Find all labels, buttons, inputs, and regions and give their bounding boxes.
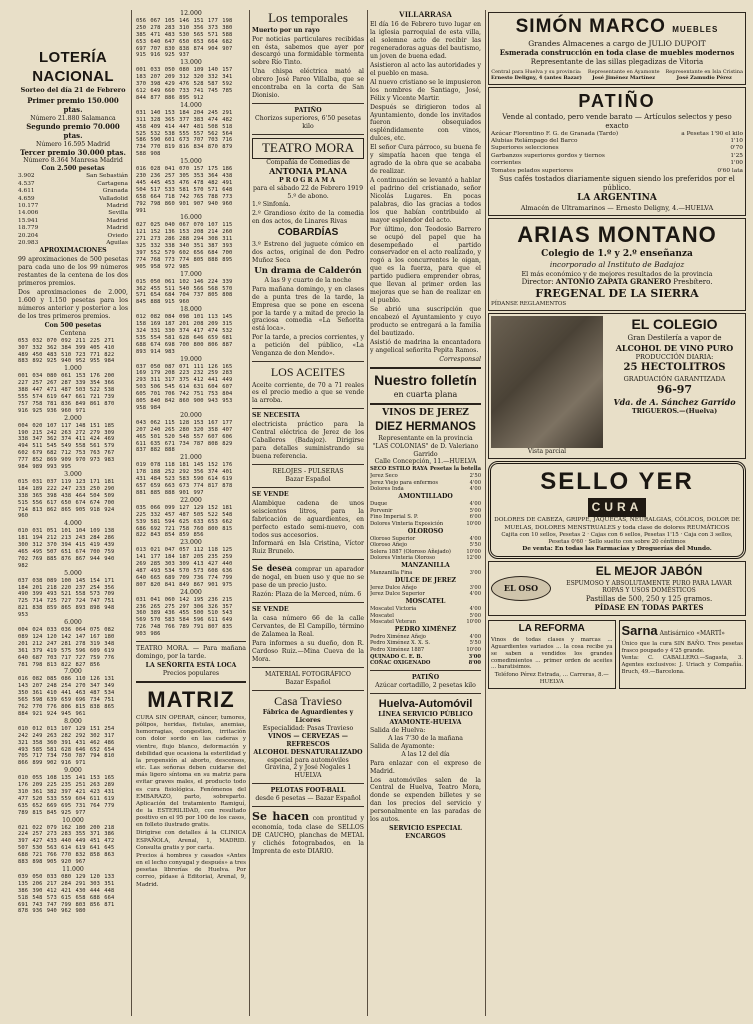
- travieso-motores: especial para automóviles: [267, 756, 349, 764]
- thousand-heading: 6.000: [64, 619, 82, 627]
- number-block: 001 034 080 061 153 176 200 227 257 267 287 339 354 366 388 447 471 487 503 522 538 555 574 619 647 661 721 739 757 758 781 836 849 861 870 916 925 936 960 971: [18, 373, 115, 414]
- vende-text: Alambique cadena de unos seiscientos litros, para la fabricación de aguardientes, en perfecto estado semi-nuevo, con todos sus accesorios.: [252, 499, 364, 539]
- thousand-heading: 11.000: [62, 865, 84, 873]
- el-colegio-ad: [488, 313, 746, 459]
- reforma-addr: Teléfono Pérez Estrada, ... Carreras, 8.—HUELVA: [494, 672, 609, 686]
- necesita-heading: SE NECESITA: [252, 412, 300, 420]
- list-item: 10.177 Madrid: [18, 202, 128, 209]
- patino-sub: Vende al contado, pero vende barato — Artículos selectos y peso exacto: [502, 112, 732, 130]
- matriz-text-3: Precios á hombres y casados «Antes en el lecho conyugal y después» a tres pesetas librerías de Huelva. Por correo, pídase á Editorial, Arenal, 9, Madrid.: [136, 852, 246, 888]
- travieso-city: HUELVA: [294, 772, 322, 780]
- list-item: 3.902 San Sebastián: [18, 173, 128, 180]
- thousand-heading: 24.000: [180, 588, 202, 596]
- reforma-text: Vinos de todas clases y marcas ... Aguardientes variados ... la cosa recibe ya se saben a vendidos los grandes comedimientos ... primer orden de aceites ... baratisimos.: [491, 636, 613, 671]
- patino-line: Chorizos superiores, 6'50 pesetas kilo: [255, 115, 361, 130]
- wine-row: Dolores Inda 4'00: [370, 486, 481, 493]
- jabon-sub: ESPUMOSO Y ABSOLUTAMENTE PURO PARA LAVAR ROPAS Y USOS DOMÉSTICOS: [566, 579, 732, 595]
- column-lottery: [18, 10, 128, 1016]
- number-block: 019 078 118 181 145 152 176 178 188 252 292 356 374 401 431 484 523 583 590 614 619 657 659 663 673 774 817 878 881 885 888 901 997: [136, 462, 233, 496]
- number-block: 010 012 013 107 129 151 254 242 249 263 282 292 302 317 321 358 360 391 431 462 486 493 585 581 628 646 652 654 705 717 734 750 787 794 810 866 899 902 916 971: [18, 725, 115, 767]
- material-heading: MATERIAL FOTOGRÁFICO: [265, 670, 351, 678]
- simon-rep1-name: José Jiménez Martínez: [592, 75, 656, 82]
- villarrasa-text: Se abrió una suscripción que encabezó el Ayuntamiento y cuyo producto se entregará a la familia del bautizado.: [370, 306, 481, 337]
- jabon-pida: PÍDASE EN TODAS PARTES: [594, 603, 704, 613]
- hacen-text: con prontitud y economía, toda clase de SELLOS DE CAUCHO, planchas de METAL y clichés fotograbados, en la Imprenta de este DIARIO.: [252, 815, 364, 856]
- column-rule: [249, 10, 250, 1016]
- arias-director: ANTONIO ZAPATA GRANERO: [555, 277, 672, 287]
- programa-item: 3.º Estreno del juguete cómico en dos actos, original de don Pedro Muñoz Seca: [252, 241, 364, 264]
- simon-rep1: Representante en Ayamonte: [587, 68, 660, 75]
- auto-text-2: Los automóviles salen de la Central de Huelva, Teatro Mora, donde se expenden billetes y se dan los precios del servicio y personalmente en las paradas de los autos.: [370, 776, 481, 824]
- sello-title: SELLO YER: [540, 468, 694, 496]
- programa-date: para el sábado 22 de Febrero 1919: [252, 184, 364, 192]
- representante: Representante en la provincia: [378, 434, 473, 442]
- vende-heading: SE VENDE: [252, 490, 289, 498]
- wine-row: Oloroso Superior 4'00: [370, 535, 481, 542]
- prizes-2500-list: [18, 173, 128, 247]
- programa-heading: PROGRAMA: [278, 176, 338, 184]
- vista-caption: Vista parcial: [527, 448, 567, 456]
- auto-salida-huelva: Salida de Huelva:: [370, 726, 426, 734]
- travieso-alcohol: ALCOHOL DESNATURALIZADO: [253, 748, 363, 756]
- prizes-500-heading: Con 500 pesetas: [44, 321, 102, 329]
- thousand-heading: 10.000: [62, 816, 84, 824]
- simon-central-name: Ernesto Deligny, 4 (antes Bazar): [491, 75, 582, 82]
- number-block: 037 050 087 071 111 126 165 169 179 208 223 232 259 283 293 311 317 375 412 441 449 503 506 545 614 631 604 607 605 701 706 742 751 753 804 805 840 842 860 900 943 953 958 984: [136, 363, 233, 411]
- auto-salida-ay: Salida de Ayamonte:: [370, 742, 435, 750]
- list-item: 14.006 Sevilla: [18, 210, 128, 217]
- number-block: 010 031 051 101 104 109 138 181 194 212 213 243 284 286 300 312 370 394 415 419 439 465 495 507 651 674 700 759 702 769 885 876 867 944 940 982: [18, 528, 115, 569]
- teatro-title: TEATRO MORA: [252, 138, 364, 159]
- sarna-marti: Antisárnico «MARTÍ»: [659, 629, 725, 637]
- pelotas-heading: PELOTAS FOOT-BALL: [270, 787, 346, 795]
- list-item: Superiores selecciones 0'70: [491, 145, 743, 152]
- arias-text: El más económico y de mejores resultados de la provincia: [521, 269, 713, 278]
- thousand-heading: 5.000: [64, 569, 82, 577]
- trigueros: TRIGUEROS.—(Huelva): [631, 407, 718, 416]
- temporales-subtitle: Muerto por un rayo: [252, 26, 320, 34]
- wine-section-heading: AMONTILLADO: [398, 493, 453, 500]
- wine-price-heading: Pesetas la botella: [430, 466, 481, 473]
- thousand-heading: 16.000: [180, 214, 202, 222]
- arias-incorp: incorporado al Instituto de Badajoz: [549, 260, 685, 270]
- colegio-hecto: 25 HECTOLITROS: [623, 361, 726, 373]
- thousand-heading: 22.000: [180, 496, 202, 504]
- reforma-title: LA REFORMA: [518, 622, 585, 634]
- wine-row: Moscatel Victoria 4'00: [370, 605, 481, 612]
- number-block: 043 062 115 128 153 167 177 207 240 265 280 320 358 407 465 501 520 548 557 607 606 611 635 671 734 787 808 829 837 882 888: [136, 419, 233, 454]
- wine-section-heading: MOSCATEL: [405, 597, 446, 605]
- relojes-heading: RELOJES - PULSERAS: [272, 467, 344, 475]
- list-item: 4.659 Valladolid: [18, 195, 128, 202]
- wine-row: Duque 4'00: [370, 500, 481, 507]
- travieso-sub: Fábrica de Aguardientes y Licores: [262, 708, 354, 724]
- simon-text: Esmerada construcción en toda clase de muebles modernos: [499, 47, 735, 57]
- travieso-vinos: VINOS — CERVEZAS — REFRESCOS: [268, 732, 348, 748]
- column-news: [252, 10, 364, 1016]
- matriz-title: MATRIZ: [147, 686, 235, 712]
- jabon-pastillas: Pastillas de 500, 250 y 125 gramos.: [585, 595, 713, 604]
- thousand-heading: 15.000: [180, 158, 202, 166]
- simon-central: Central para Huelva y su provincia:: [491, 68, 582, 75]
- lottery-subtitle: Sorteo del día 21 de Febrero: [20, 86, 126, 95]
- travieso-title: Casa Travieso: [274, 693, 342, 708]
- villarrasa-text: A continuación se levantó a hablar el padrino del cristianado, señor Nicolás Lugares. En pocas palabras, dio las gracias a todos los que habían contribuido al mayor esplendor del acto.: [370, 177, 481, 224]
- travieso-esp: Especialidad: Pasas Travieso: [262, 724, 354, 732]
- wine-row: Manzanilla Fina 3'00: [370, 570, 481, 577]
- list-item: Tomates pelados superiores 0'60 lata: [491, 167, 743, 174]
- lottery-title: LOTERÍA NACIONAL: [32, 49, 114, 86]
- simon-text-2: Representante de las sillas plegadizas de Vitoria: [530, 57, 704, 66]
- wine-row: Porvenir 5'00: [370, 507, 481, 514]
- colegio-alcohol: ALCOHOL DE VINO PURO: [615, 343, 734, 354]
- wine-row: Dolores Vinteria Exposición 10'00: [370, 520, 481, 527]
- oso-label: EL OSO: [503, 583, 539, 594]
- sello-yer-ad: [488, 461, 746, 559]
- auto-text: Para enlazar con el expreso de Madrid.: [370, 759, 481, 775]
- arias-director-label: Director:: [521, 278, 554, 287]
- arias-title: ARIAS MONTANO: [517, 221, 717, 247]
- argentina-title: LA ARGENTINA: [577, 192, 657, 203]
- list-item: 4.611 Granada: [18, 188, 128, 195]
- column-ads: [488, 10, 746, 1016]
- distillery-photo: [491, 316, 603, 448]
- villarrasa-text: El señor Cura párroco, su buena fe y simpatía hacen que tenga el agrado de la obra que se acababa de realizar.: [370, 144, 481, 176]
- number-block: 016 082 085 086 110 126 131 143 207 248 254 270 347 349 350 361 410 441 463 487 534 565 598 639 659 696 734 751 762 770 776 806 815 838 865 884 921 924 945 961: [18, 676, 115, 717]
- auto-sh-time: A las 7'30 de la mañana: [388, 734, 463, 742]
- thousand-heading: 1.000: [64, 365, 82, 373]
- list-item: 15.941 Madrid: [18, 217, 128, 224]
- number-block: 004 024 033 036 064 075 082 089 124 120 142 147 167 180 201 212 247 281 278 319 348 361 379 419 575 596 609 619 640 687 703 717 727 759 776 781 798 813 822 827 856: [18, 627, 115, 668]
- colegio-grad-val: 96-97: [656, 382, 693, 396]
- vinos-title: VINOS DE JEREZ: [382, 407, 469, 418]
- pelotas-sub: desde 6 pesetas — Bazar Español: [255, 795, 361, 803]
- wine-section-heading: OLOROSO: [407, 527, 444, 535]
- patino-title: PATIÑO: [578, 90, 656, 111]
- number-block: 035 066 099 127 129 152 181 225 332 457 487 505 522 548 539 581 594 625 633 653 662 686 692 721 758 760 800 815 822 843 854 859 856: [136, 504, 233, 539]
- arias-director-role: Presbítero.: [673, 278, 713, 287]
- number-block: 015 031 037 119 123 171 181 184 189 222 247 233 250 290 338 365 398 438 464 504 509 515 556 617 650 674 674 700 714 813 862 865 905 918 924 960: [18, 478, 115, 520]
- wine-row: Fino Imperial S. P. 6'00: [370, 514, 481, 521]
- wine-row: QUINADO C. E. B. 3'00: [370, 653, 481, 660]
- wine-section-heading: DULCE DE JEREZ: [394, 576, 457, 584]
- list-item: Alubias Relámpago del Barco 1'10: [491, 137, 743, 144]
- simon-rep2: Representante en Isla Cristina: [665, 68, 743, 75]
- wine-row: Jerez Dulce Superior 4'00: [370, 591, 481, 598]
- temporales-text-2: Una chispa eléctrica mató al obrero José Pareo Villalba, que se encontraba en la corta de San Dionisio.: [252, 68, 364, 100]
- thousand-heading: 17.000: [180, 270, 202, 278]
- desea-text: comprar un aparador de nogal, en buen uso y que no se pase de un precio justo.: [252, 566, 364, 590]
- bear-emblem-icon: [491, 576, 551, 601]
- desea-text-2: Razón: Plaza de la Merced, núm. 6: [252, 591, 362, 599]
- hora: A las 9 y cuarto de la noche: [264, 276, 352, 284]
- auto-sa-time: A las 12 del día: [401, 750, 450, 758]
- wine-section-heading: SECO ESTILO RAYA: [370, 466, 428, 473]
- la-reforma-ad: [488, 620, 616, 689]
- patino-foot: Sus cafés tostados diariamente siguen siendo los preferidos por el público.: [499, 174, 735, 192]
- simon-rep2-name: José Zamudio Pérez: [676, 75, 732, 82]
- thousand-heading: 12.000: [180, 10, 202, 17]
- prize-1: Primer premio 150.000 ptas.: [27, 95, 119, 114]
- number-block: 004 020 107 117 148 151 185 190 215 242 263 272 279 309 338 347 362 374 411 424 469 494 511 545 549 558 561 579 602 679 682 712 753 763 767 777 852 869 909 970 973 983 984 989 993 995: [18, 422, 115, 471]
- thousand-heading: 21.000: [180, 454, 202, 462]
- teatro-text: Para mañana domingo, y en clases de a punta tres de la tarde, la Empresa que se pone en escena por la tarde y a mitad de precio la graciosa comedia «La Señorita está loca».: [252, 285, 364, 333]
- number-block: 021 022 079 162 180 200 218 224 257 273 283 355 371 386 397 427 433 440 449 451 472 507 530 563 614 619 641 645 688 721 766 770 832 858 863 883 898 905 920 967: [18, 824, 115, 866]
- wine-row: Moscatel 5'00: [370, 612, 481, 619]
- column-lottery-continued: [136, 10, 246, 1016]
- thousand-heading: 4.000: [64, 520, 82, 528]
- list-item: 18.779 Madrid: [18, 225, 128, 232]
- villarrasa-text: Por último, don Teodosio Barrero se ocupó del papel que ha desempeñado el partido conservador en el acto realizado, y rogó a los concurrentes le oigan, que es la fuerza, para que el partido pudiera emprender obras, que llevan al primer orden las mejoras que se han de realizar en el pueblo.: [370, 225, 481, 305]
- teatro-compania: Compañía de Comedias de: [266, 158, 350, 166]
- prize-2: Segundo premio 70.000 ptas.: [26, 121, 120, 140]
- villarrasa-title: VILLARRASA: [399, 10, 452, 19]
- number-block: 010 055 108 135 141 153 165 176 209 225 235 251 263 289 310 361 382 397 421 423 431 477 520 533 559 604 611 619 635 652 669 695 731 764 779 789 815 845 925 977: [18, 775, 115, 816]
- approx-text-2: Dos aproximaciones de 2.000, 1.600 y 1.150 pesetas para los números anterior y posterior a los de los tres primeros premios.: [18, 289, 128, 320]
- diez-hermanos: DIEZ HERMANOS: [375, 419, 476, 434]
- number-block: 001 033 050 080 109 140 157 183 207 209 312 320 332 341 370 398 429 476 528 587 592 612 649 660 733 741 745 785 844 877 886 895 912: [136, 67, 233, 101]
- sarna-text: Único que la cura SIN BAÑO. Tres pesetas frasco poupado y 4'25 grande.: [621, 640, 743, 654]
- thousand-heading: 7.000: [64, 668, 82, 676]
- simon-marco-ad: [488, 12, 746, 85]
- auto-title: Huelva-Automóvil: [378, 697, 473, 710]
- sarna-ad: [619, 620, 747, 689]
- column-villarrasa: [370, 10, 481, 1016]
- teatro-antonia: ANTONIA PLANA: [269, 166, 347, 177]
- wine-row: Pedro Ximénez 1887 10'00: [370, 647, 481, 654]
- folletin-title: Nuestro folletín: [374, 371, 477, 388]
- number-block: 053 032 070 092 211 225 271 307 332 362 384 399 405 410 489 450 483 510 723 771 822 883 892 925 940 952 955 984: [18, 337, 115, 365]
- villarrasa-text: Asistió de madrina la encantadora y angelical señorita Pepita Ramos.: [370, 338, 481, 354]
- villarrasa-text: Asistieron al acto las autoridades y el pueblo en masa.: [370, 61, 481, 77]
- auto-line: LÍNEA SERVICIO PÚBLICO: [378, 711, 473, 719]
- travieso-addr: Gravina, 2 y José Nogales 1: [264, 764, 352, 772]
- desea-heading: Se desea: [252, 563, 293, 574]
- thousand-heading: 14.000: [180, 101, 202, 109]
- simon-muebles: MUEBLES: [672, 25, 719, 34]
- prizes-2500-heading: Con 2.500 pesetas: [41, 165, 105, 173]
- number-block: 031 041 060 142 195 236 215 236 265 275 297 306 326 357 360 389 436 455 500 510 543 569 570 583 584 596 611 649 726 748 766 789 791 807 835 903 986: [136, 596, 233, 638]
- number-block: 027 025 040 067 070 107 115 121 152 136 153 208 214 260 271 273 286 288 294 308 311 325 332 338 340 351 387 393 397 552 579 602 656 684 700 774 768 773 774 805 888 895 905 958 972 985: [136, 222, 233, 270]
- jabon-title: EL MEJOR JABÓN: [595, 564, 703, 579]
- vende-heading: SE VENDE: [252, 606, 289, 614]
- thousand-heading: 2.000: [64, 414, 82, 422]
- thousand-heading: 23.000: [180, 539, 202, 547]
- list-item: 20.204 Oviedo: [18, 232, 128, 239]
- number-block: 056 067 105 146 151 177 198 250 278 283 310 356 373 380 385 471 483 530 565 571 588 653 640 647 650 653 664 682 697 707 830 838 874 904 907 915 916 925 937: [136, 17, 233, 59]
- simon-title: SIMÓN MARCO: [515, 16, 666, 37]
- prize-3: Tercer premio 30.000 ptas.: [20, 147, 126, 157]
- auto-route: AYAMONTE-HUELVA: [389, 718, 462, 726]
- simon-sub: Grandes Almacenes a cargo de JULIO DUPOIT: [528, 39, 706, 49]
- arias-line: Colegio de 1.º y 2.º enseñanza: [541, 248, 693, 259]
- arias-pida: PÍDANSE REGLAMENTOS: [491, 301, 567, 308]
- programa-item: 1.º Sinfonía.: [252, 201, 291, 209]
- colegio-grad: GRADUACIÓN GARANTIZADA: [623, 374, 726, 383]
- arias-montano-ad: [488, 218, 746, 312]
- cura-text: DOLORES DE CABEZA, GRIPPE, JAQUECAS, NEURALGIAS, CÓLICOS, DOLOR DE MUELAS, DOLORES MENSTRUALES y toda clase de dolores REUMÁTICOS: [494, 517, 740, 531]
- wine-row: Solera 1887 (Oloroso Añejado) 10'00: [370, 548, 481, 555]
- argentina-line: Almacén de Ultramarinos — Ernesto Deligny, 4.—HUELVA: [520, 204, 714, 213]
- villarrasa-text: Al nuevo cristiano se le impusieron los nombres de Santiago, José, Félix y Vicente Martir.: [370, 78, 481, 102]
- temporales-text: Por noticias particulares recibidas en ésta, sabemos que ayer por descargó una formidable tormenta sobre Río Tinto.: [252, 35, 364, 67]
- number-block: 016 028 041 070 157 175 186 230 236 257 305 353 364 438 445 445 453 476 478 482 491 504 517 533 581 570 571 648 658 664 718 742 765 788 773 792 798 860 901 907 940 960 991: [136, 166, 233, 214]
- prize-2-detail: Número 16.595 Madrid: [35, 140, 111, 148]
- thousand-heading: 13.000: [180, 59, 202, 67]
- wine-row: COÑAC OXIGENADO 8'00: [370, 660, 481, 667]
- material-sub: Bazar Español: [285, 678, 331, 686]
- cura-foot: De venta: En todas las Farmacias y Droguerías del Mundo.: [522, 545, 712, 552]
- necesita-text: electricista práctico para la Central eléctrica de Jerez de los Caballeros (Badajoz). Dirigirse para detalles suministrando su buena referencia.: [252, 421, 364, 461]
- patino-heading: PATIÑO: [294, 107, 322, 115]
- wine-row: Jerez Seco 2'50: [370, 473, 481, 480]
- number-block: 015 050 061 102 146 224 339 362 455 511 540 566 568 570 571 654 684 704 737 805 808 845 888 915 960: [136, 278, 233, 306]
- colegio-sub: Gran Destilería a vapor de: [627, 334, 722, 343]
- number-block: 012 082 084 098 101 113 145 158 169 187 201 208 209 315 324 331 330 374 417 474 532 535 554 581 628 646 659 681 688 674 698 700 800 806 887 893 914 983: [136, 314, 233, 355]
- wine-row: Pedro Ximénez X. X. S. 5'50: [370, 640, 481, 647]
- corresponsal: Corresponsal: [439, 355, 481, 363]
- hacen-heading: Se hacen: [252, 810, 310, 824]
- teatro-text-2: Por la tarde, a precios corrientes, y a petición del público, «La Venganza de don Mendo».: [252, 334, 364, 358]
- auto-footer: SERVICIO ESPECIAL ENCARGOS: [389, 825, 462, 841]
- precios-populares: Precios populares: [162, 669, 220, 677]
- calderon-title: Un drama de Calderón: [254, 265, 362, 276]
- colegio-vda: Vda. de A. Sánchez Garrido: [613, 396, 736, 407]
- patino2-line: Azúcar cortadillo, 2 pesetas kilo: [375, 682, 476, 690]
- matriz-text: CURA SIN OPERAR, cáncer, tumores, pólipos, heridas, fistulas, anemias, hemorragias, congestion, irritación con dolor sordo en las caderas y vientre, flujo blanco, deformación y debilidad que ocasiona la esterilidad y la propensión al aborto, descensos, etc. Las señoras deben cuidarse del más ligero síntoma en su matriz para evitar graves males, el producto todo es cura fisiológica. Fenómenos del EMBARAZO, parto, sobreparto. Aplicación del tratamiento Ramiguí, de la ESTERILIDAD, con resultado positivo en el 95 por 100 de los casos, en folleto ilustrado gratis.: [136, 714, 246, 829]
- wine-section-heading: PEDRO XIMÉNEZ: [394, 625, 457, 633]
- number-block: 031 140 153 184 204 245 291 311 328 365 377 383 474 482 458 409 414 447 481 508 518 525 532 538 555 557 562 564 586 590 601 673 707 703 716 734 770 819 816 834 870 879 588 908: [136, 109, 233, 158]
- patino-ad: [488, 87, 746, 216]
- folletin-sub: en cuarta plana: [393, 389, 458, 399]
- wine-row: Jerez Viejo para enfermos 4'00: [370, 479, 481, 486]
- wine-row: Moscatel Veteran 10'00: [370, 619, 481, 626]
- list-item: corrientes 1'00: [491, 160, 743, 167]
- colegio-title: EL COLEGIO: [631, 316, 718, 333]
- list-item: Garbanzos superiores gordos y tiernos 1'25: [491, 152, 743, 159]
- villarrasa-text: El día 16 de Febrero tuvo lugar en la iglesia parroquial de esta villa, el solemne acto de recibir las regeneradoras aguas del bautismo, un joven de buena edad.: [370, 21, 481, 60]
- prize-1-detail: Número 21.880 Salamanca: [30, 114, 116, 122]
- column-rule: [485, 10, 486, 1016]
- sarna-title: Sarna: [621, 622, 658, 638]
- number-block: 013 021 047 057 112 118 125 141 177 184 187 205 235 259 269 285 303 309 413 427 440 487 493 534 570 573 608 636 640 665 689 709 736 774 799 807 820 841 849 867 901 975: [136, 547, 233, 588]
- programa-item: 2.º Grandioso éxito de la comedia en dos actos, de Linares Rivas: [252, 210, 364, 226]
- wine-row: Jerez Dulce Añejo 3'00: [370, 584, 481, 591]
- vende-text: la casa número 66 de la calle Cervantes, de El Campillo, término de Zalamea la Real.: [252, 615, 364, 638]
- wine-row: Dolores Vinteria Oloroso 12'00: [370, 555, 481, 562]
- colonias-addr: Calle Concepción, 11.—HUELVA: [374, 458, 477, 466]
- number-block: 039 050 033 080 129 120 133 135 206 217 284 291 303 351 386 390 412 421 430 444 448 518 548 573 615 658 688 664 691 743 747 799 803 856 871 878 936 940 962 980: [18, 873, 115, 915]
- thousand-heading: 19.000: [180, 355, 202, 363]
- cura-title: CURA: [588, 498, 647, 517]
- aceites-title: LOS ACEITES: [270, 365, 346, 380]
- colonias: "LAS COLONIAS" de D. Valeriano Garrido: [372, 442, 479, 458]
- column-rule: [131, 10, 132, 1016]
- prize-3-detail: Número 8.364 Manresa Madrid: [23, 157, 123, 165]
- thousand-heading: 3.000: [64, 470, 82, 478]
- list-item: 4.537 Cartagena: [18, 180, 128, 187]
- programa-fn: 5.º de abono.: [287, 192, 329, 200]
- senorita-title: LA SEÑORITA ESTÁ LOCA: [145, 661, 237, 669]
- patino2-heading: PATIÑO: [411, 674, 440, 682]
- list-item: 20.983 Aguilas: [18, 239, 128, 246]
- vende-text-2: Informará en Isla Cristina, Víctor Ruiz Brunelo.: [252, 540, 364, 556]
- relojes-sub: Bazar Español: [285, 475, 331, 483]
- number-block: 037 038 089 100 145 154 171 184 201 218 220 237 254 356 490 399 493 521 558 573 709 725 714 725 727 724 747 751 821 838 859 865 893 898 948 953: [18, 577, 115, 619]
- centena-heading: Centena: [59, 329, 87, 337]
- wine-row: Pedro Ximénez Añejo 4'00: [370, 633, 481, 640]
- thousand-heading: 20.000: [180, 411, 202, 419]
- list-item: Azúcar Florentino F. G. de Granada (Tardo) a Pesetas 1'90 el kilo: [491, 130, 743, 137]
- wine-section-heading: MANZANILLA: [401, 562, 450, 570]
- arias-city: FREGENAL DE LA SIERRA: [535, 287, 699, 301]
- approx-heading: APROXIMACIONES: [39, 247, 107, 255]
- vende-text-2: Para informes a su dueño, don R. Cardoso Ruiz.—Mina Cueva de la Mora.: [252, 639, 364, 663]
- column-rule: [367, 10, 368, 1016]
- cura-prices: Cajita con 10 sellos, Pesetas 2 · Cajas con 6 sellos, Pesetas 1'15 · Caja con 3 sellos, Pesetas 0'60 · Sello suelto con sobre 20 céntimos: [501, 531, 733, 545]
- thousand-heading: 8.000: [64, 717, 82, 725]
- colegio-prod: PRODUCCIÓN DIARIA:: [635, 353, 714, 362]
- approx-text: 99 aproximaciones de 500 pesetas para cada uno de los 99 números restantes de la centena de los dos primeros premios.: [18, 256, 128, 288]
- cobardias-title: COBARDÍAS: [277, 227, 339, 239]
- aceites-text: Aceite corriente, de 70 a 71 reales es el precio medio a que se vende la arroba.: [252, 381, 364, 405]
- teatro-note: TEATRO MORA. — Para mañana domingo, por la tarde.: [136, 645, 246, 660]
- matriz-text-2: Dirigirse con detalles á la CLINICA ESPAÑOLA, Arenal, 1, MADRID. Consulta gratis y por carta.: [136, 830, 246, 851]
- wine-row: Oloroso Añejo 5'50: [370, 542, 481, 549]
- sarna-text-2: Venta: C. CABALLERO.—Sagasta, 3. Agentes exclusivos: J. Uriach y Compañía. Bruch, 49.—Barcelona.: [621, 655, 743, 676]
- el-mejor-jabon-ad: [488, 561, 746, 616]
- thousand-heading: 18.000: [180, 306, 202, 314]
- temporales-title: Los temporales: [268, 10, 348, 25]
- villarrasa-text: Después se dirigieron todos al Ayuntamiento, donde los invitados fueron obsequiados espléndidamente con vinos, dulces, etc.: [370, 103, 481, 143]
- thousand-heading: 9.000: [64, 767, 82, 775]
